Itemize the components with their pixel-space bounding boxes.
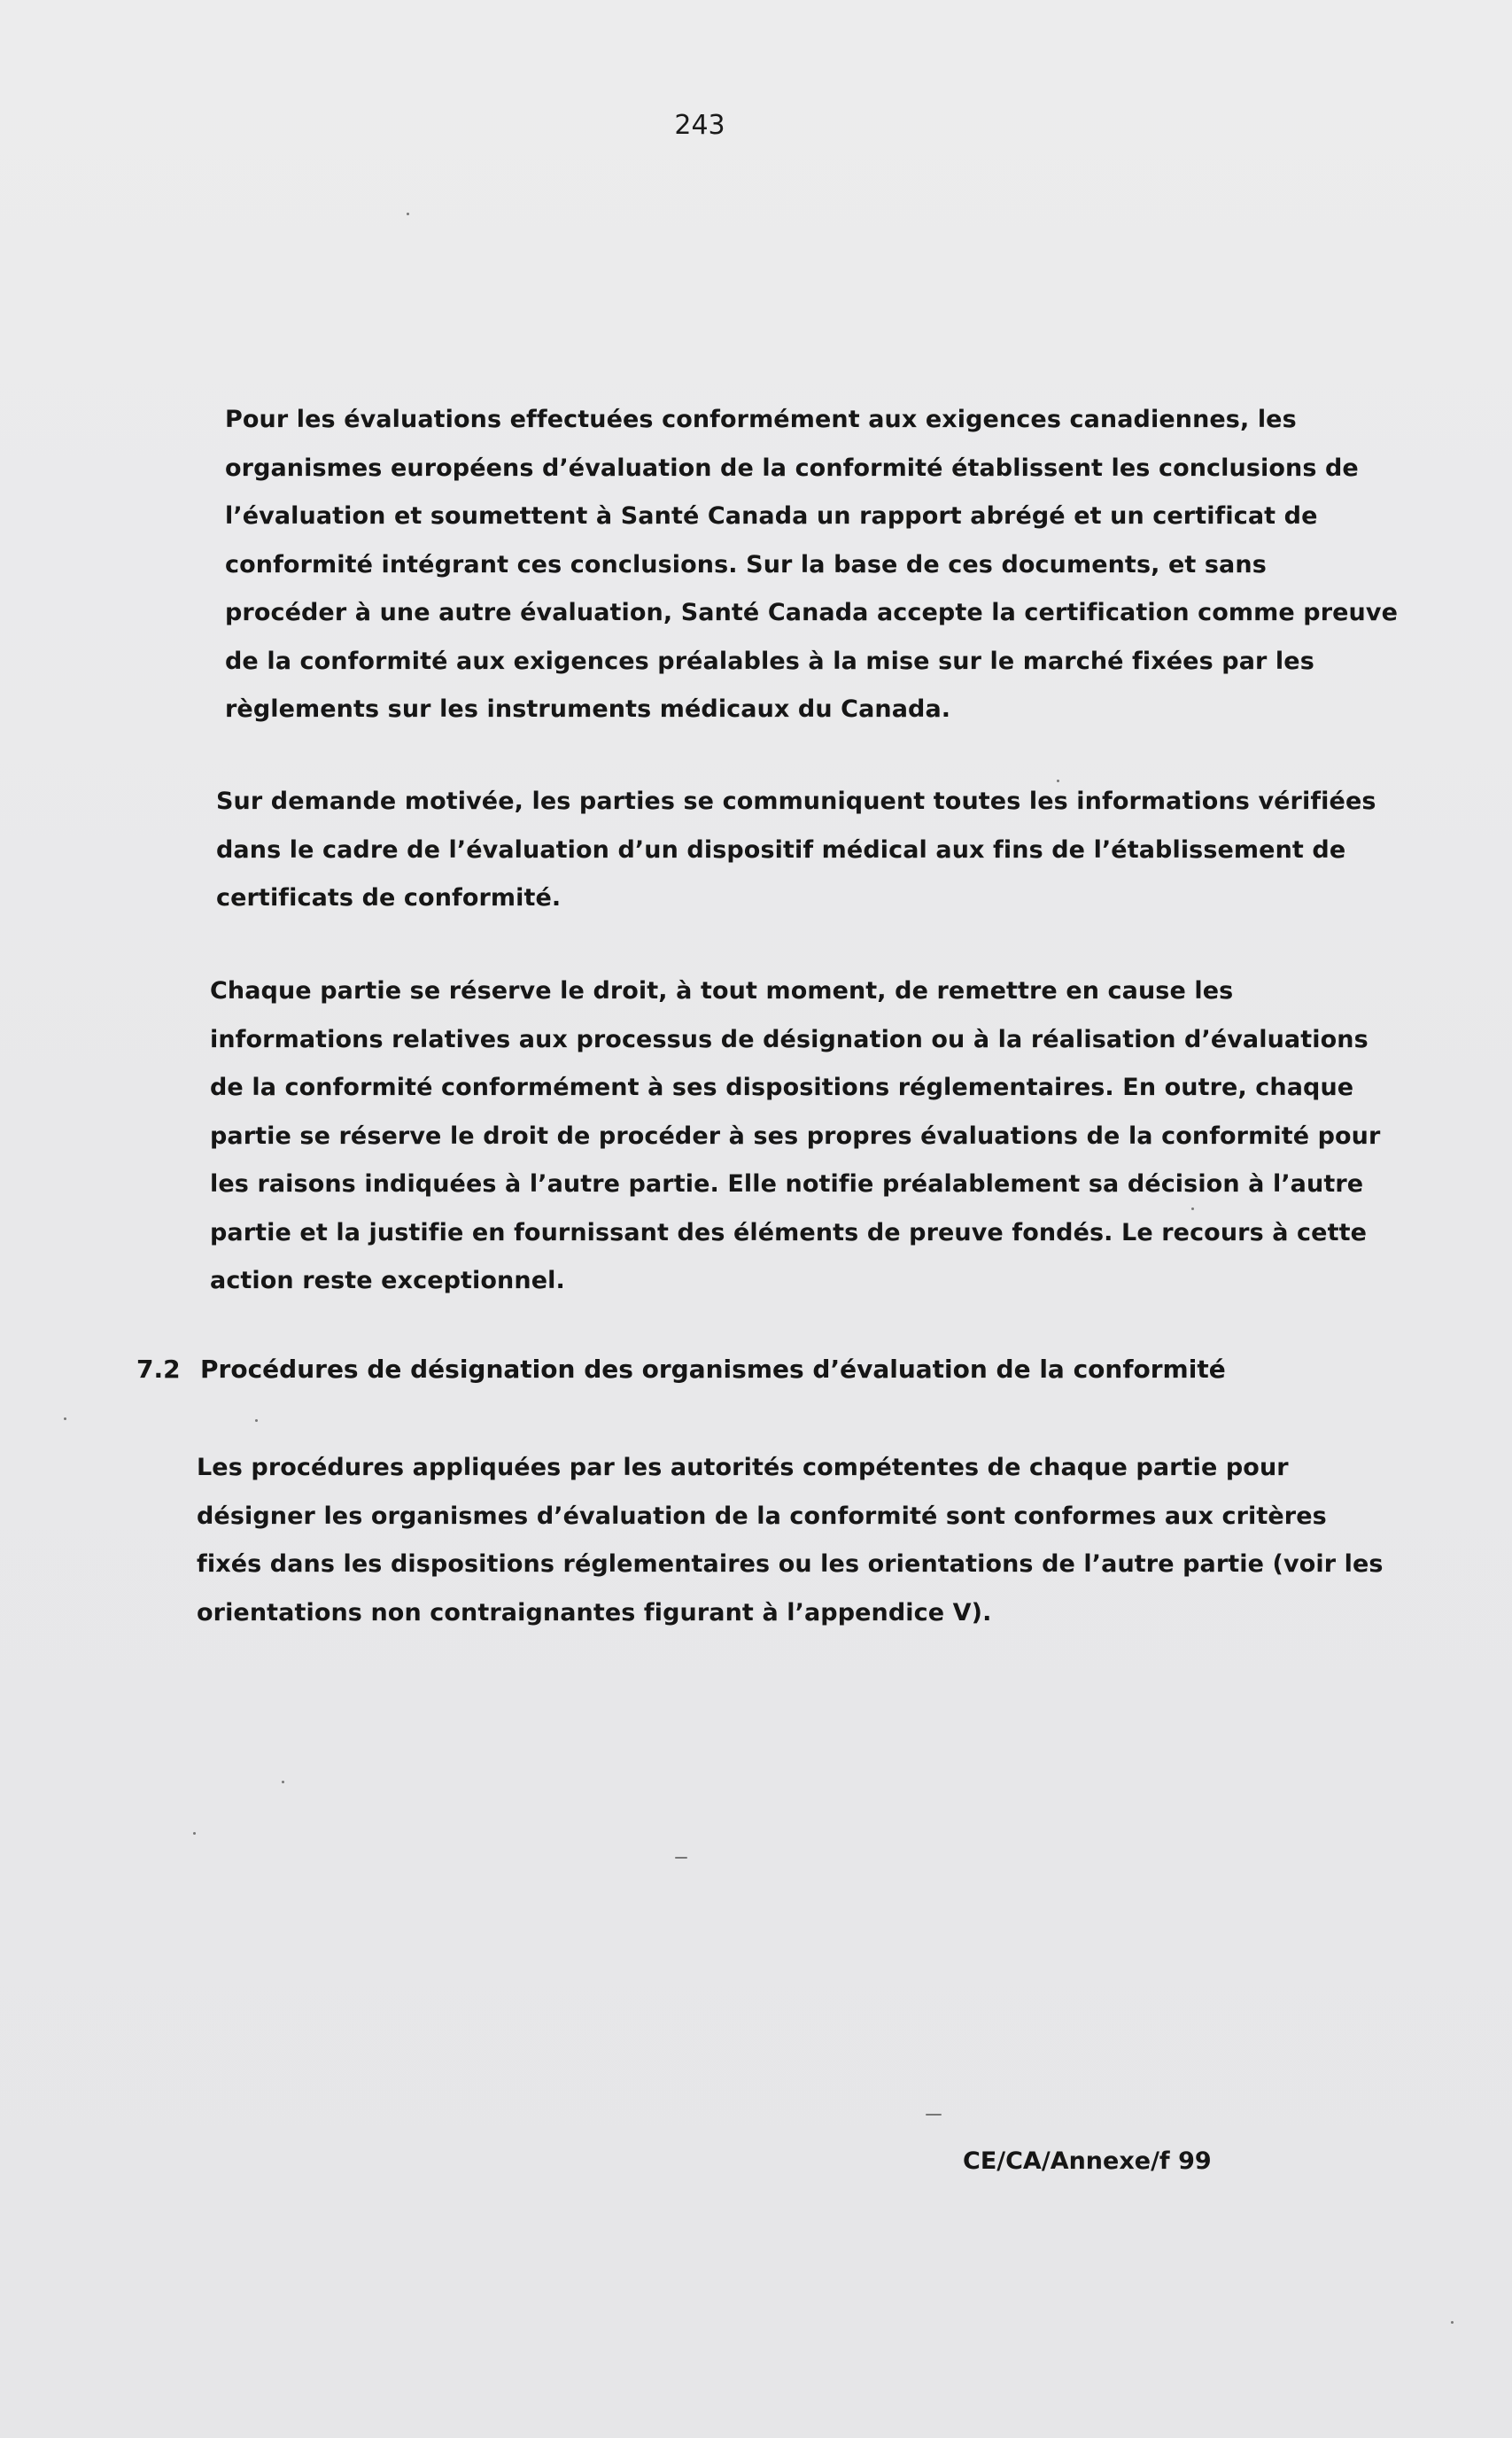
text-line: l’évaluation et soumettent à Santé Canada un rapport abrégé et un certificat de bbox=[225, 502, 1318, 530]
text-line: partie se réserve le droit de procéder à ses propres évaluations de la conformité pour bbox=[210, 1122, 1381, 1150]
text-line: Chaque partie se réserve le droit, à tout moment, de remettre en cause les bbox=[210, 977, 1234, 1005]
text-line: de la conformité conformément à ses dispositions réglementaires. En outre, chaque bbox=[210, 1074, 1354, 1101]
section-number: 7.2 bbox=[136, 1355, 181, 1384]
text-line: règlements sur les instruments médicaux du Canada. bbox=[225, 695, 951, 723]
section-title: Procédures de désignation des organismes d’évaluation de la conformité bbox=[200, 1355, 1226, 1384]
paragraph-information-exchange bbox=[216, 778, 1376, 923]
section-heading bbox=[136, 1355, 1226, 1384]
text-line: organismes européens d’évaluation de la conformité établissent les conclusions de bbox=[225, 454, 1359, 482]
text-line: dans le cadre de l’évaluation d’un dispositif médical aux fins de l’établissement de bbox=[216, 835, 1346, 864]
scan-speck bbox=[64, 1417, 66, 1420]
paragraph-right-to-challenge bbox=[210, 967, 1380, 1306]
document-reference: CE/CA/Annexe/f 99 bbox=[963, 2147, 1212, 2175]
text-line: désigner les organismes d’évaluation de la conformité sont conformes aux critères bbox=[197, 1502, 1327, 1530]
text-line: Les procédures appliquées par les autorités compétentes de chaque partie pour bbox=[197, 1454, 1289, 1481]
text-line: conformité intégrant ces conclusions. Sur la base de ces documents, et sans bbox=[225, 550, 1267, 578]
page-number: 243 bbox=[674, 110, 725, 141]
text-line: partie et la justifie en fournissant des éléments de preuve fondés. Le recours à cette bbox=[210, 1218, 1367, 1246]
scan-speck bbox=[1451, 2321, 1454, 2324]
text-line: les raisons indiquées à l’autre partie. Elle notifie préalablement sa décision à l’autre bbox=[210, 1170, 1364, 1198]
scan-speck bbox=[255, 1419, 258, 1422]
scan-speck bbox=[675, 1857, 687, 1859]
scan-speck bbox=[926, 2114, 942, 2116]
text-line: Pour les évaluations effectuées conformément aux exigences canadiennes, les bbox=[225, 406, 1297, 433]
text-line: fixés dans les dispositions réglementaires ou les orientations de l’autre partie (voir les bbox=[197, 1550, 1384, 1578]
text-line: informations relatives aux processus de désignation ou à la réalisation d’évaluations bbox=[210, 1025, 1369, 1053]
text-line: orientations non contraignantes figurant à l’appendice V). bbox=[197, 1598, 992, 1627]
text-line: action reste exceptionnel. bbox=[210, 1267, 565, 1294]
paragraph-evaluation-conclusions bbox=[225, 396, 1398, 734]
scan-speck bbox=[407, 213, 409, 215]
scan-speck bbox=[1191, 1207, 1194, 1210]
scan-speck bbox=[1057, 780, 1059, 782]
paragraph-designation-procedures bbox=[197, 1444, 1384, 1637]
text-line: procéder à une autre évaluation, Santé Canada accepte la certification comme preuve bbox=[225, 599, 1398, 626]
text-line: certificats de conformité. bbox=[216, 884, 562, 912]
text-line: Sur demande motivée, les parties se communiquent toutes les informations vérifiées bbox=[216, 788, 1376, 815]
scan-speck bbox=[282, 1781, 284, 1783]
text-line: de la conformité aux exigences préalables à la mise sur le marché fixées par les bbox=[225, 647, 1314, 675]
scan-speck bbox=[193, 1832, 196, 1835]
